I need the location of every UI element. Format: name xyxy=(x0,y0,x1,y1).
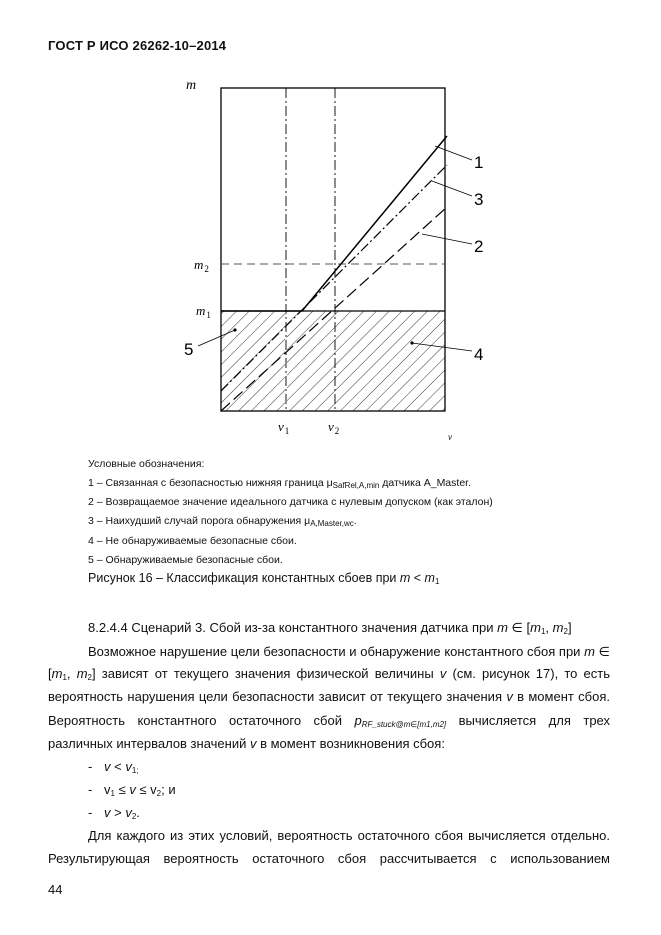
callout-label-3: 3 xyxy=(474,190,484,209)
tick-label-v2: $v_2$ xyxy=(328,419,340,436)
tick-label-m2: $m_2$ xyxy=(194,257,209,274)
paragraph-2-line-1: Для каждого из этих условий, вероятность остаточного сбоя вычисляется отдельно. xyxy=(88,828,610,843)
list-item-2: $v_1 \le v \le v_2$; и xyxy=(104,782,176,798)
legend-title: Условные обозначения: xyxy=(88,458,205,470)
paragraph-1-line-3: вероятность нарушения цели безопасности зависит от текущего значения v в момент сбоя. xyxy=(48,689,610,704)
paragraph-1-line-5: различных интервалов значений v в момент возникновения сбоя: xyxy=(48,736,445,751)
page-number: 44 xyxy=(48,882,63,897)
list-bullet-2: - xyxy=(88,782,93,797)
hatched-region-left xyxy=(221,311,285,411)
callout-dot-5 xyxy=(233,328,236,331)
callout-dot-4 xyxy=(410,341,413,344)
list-item-1: $v < v_{1;}$ xyxy=(104,759,139,775)
legend-item-3: 3 – Наихудший случай порога обнаружения $\mu_{A,Master,wc}$. xyxy=(88,515,357,528)
figure-caption: Рисунок 16 – Классификация константных сбоев при $m < m_1$ xyxy=(88,571,440,586)
list-bullet-3: - xyxy=(88,805,93,820)
callout-label-2: 2 xyxy=(474,237,484,256)
figure-16-chart xyxy=(0,0,661,460)
callout-label-5: 5 xyxy=(184,340,194,359)
paragraph-1-line-2: [$m_1$, $m_2$] зависят от текущего значения физической величины v (см. рисунок 17), то есть xyxy=(48,666,610,682)
callout-label-1: 1 xyxy=(474,153,484,172)
callout-leader-2 xyxy=(422,234,472,244)
axis-label-m: m xyxy=(186,78,197,93)
callout-leader-1 xyxy=(435,146,472,160)
paragraph-1-line-4: Вероятность константного остаточного сбой $p_{RF\_stuck@m\in[m1,m2]}$ вычисляется для трех xyxy=(48,713,610,729)
section-heading: 8.2.4.4 Сценарий 3. Сбой из-за константного значения датчика при m ∈ [$m_1$, $m_2$] xyxy=(88,620,572,636)
tick-label-v1: $v_1$ xyxy=(278,419,290,436)
callout-label-4: 4 xyxy=(474,345,484,364)
paragraph-1-line-1: Возможное нарушение цели безопасности и обнаружение константного сбоя при m ∈ xyxy=(88,644,610,659)
legend-item-2: 2 – Возвращаемое значение идеального датчика с нулевым допуском (как эталон) xyxy=(88,496,493,508)
document-header: ГОСТ Р ИСО 26262-10–2014 xyxy=(48,38,227,53)
legend-item-5: 5 – Обнаруживаемые безопасные сбои. xyxy=(88,554,283,566)
legend-item-1: 1 – Связанная с безопасностью нижняя граница $\mu_{SafRel,A,min}$ датчика A_Master. xyxy=(88,477,471,490)
axis-label-v: v xyxy=(448,432,452,442)
paragraph-2-line-2: Результирующая вероятность остаточного сбоя рассчитывается с использованием xyxy=(48,851,610,866)
callout-leader-3 xyxy=(432,181,472,196)
list-bullet-1: - xyxy=(88,759,93,774)
series-1-line xyxy=(221,136,447,311)
list-item-3: $v > v_2$. xyxy=(104,805,140,821)
hatched-region-right xyxy=(287,311,445,411)
tick-label-m1: $m_1$ xyxy=(196,303,211,320)
legend-item-4: 4 – Не обнаруживаемые безопасные сбои. xyxy=(88,535,297,547)
